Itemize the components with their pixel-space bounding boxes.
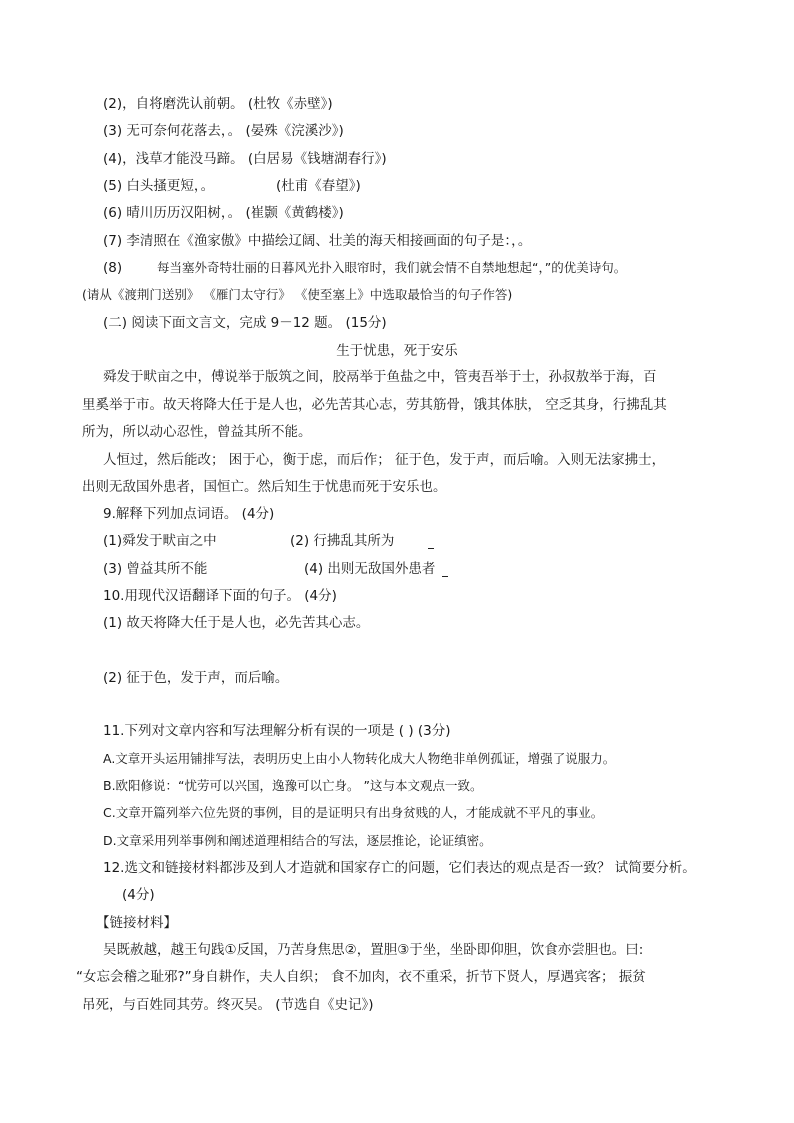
question-9-item-4: (4) 出则无敌国外患者 [304, 561, 436, 577]
fill-item-5: (5) 白头搔更短，。 [103, 178, 215, 194]
question-11-option-a[interactable]: A.文章开头运用铺排写法，表明历史上由小人物转化成大人物绝非单例孤证，增强了说服力。 [103, 751, 616, 766]
link-material-line-3: 吊死，与百姓同其劳。终灭吴。 (节选自《史记》) [82, 997, 374, 1013]
link-material-title: 【链接材料】 [96, 915, 177, 931]
question-10-item-2: (2) 征于色，发于声，而后喻。 [103, 670, 289, 686]
fill-item-6: (6) 晴川历历汉阳树，。 (崔颢《黄鹤楼》) [103, 205, 344, 221]
question-9-item-1: (1)舜发于畎亩之中 [103, 533, 217, 549]
question-9-item-3: (3) 曾益其所不能 [103, 561, 208, 577]
fill-item-4: (4)，浅草才能没马蹄。 (白居易《钱塘湖春行》) [103, 151, 387, 167]
passage-p1-line-2: 里奚举于市。故天将降大任于是人也，必先苦其心志，劳其筋骨，饿其体肤， 空乏其身，行拂乱其 [82, 397, 667, 413]
answer-blank[interactable] [442, 564, 448, 577]
fill-item-8: 每当塞外奇特壮丽的日暮风光扑入眼帘时，我们就会情不自禁地想起“，”的优美诗句。 [157, 260, 627, 275]
passage-title: 生于忧患，死于安乐 [336, 343, 458, 359]
fill-item-3: (3) 无可奈何花落去，。 (晏殊《浣溪沙》) [103, 123, 344, 139]
passage-p2-line-2: 出则无敌国外患者，国恒亡。然后知生于忧患而死于安乐也。 [82, 479, 447, 495]
passage-p2-line-1: 人恒过，然后能改； 困于心，衡于虑，而后作； 征于色，发于声，而后喻。入则无法家拂士， [103, 452, 666, 468]
fill-item-7: (7) 李清照在《渔家傲》中描绘辽阔、壮美的海天相接画面的句子是：，。 [103, 233, 532, 249]
question-12-score: (4分) [122, 887, 155, 903]
question-9-stem: 9.解释下列加点词语。 (4分) [103, 506, 275, 522]
question-11-stem: 11.下列对文章内容和写法理解分析有误的一项是 ( ) (3分) [103, 723, 451, 739]
question-9-item-2: (2) 行拂乱其所为 [290, 533, 395, 549]
fill-item-5-source: (杜甫《春望》) [276, 178, 361, 194]
question-11-option-b[interactable]: B.欧阳修说：“忧劳可以兴国，逸豫可以亡身。 ”这与本文观点一致。 [103, 778, 483, 793]
question-11-option-d[interactable]: D.文章采用列举事例和阐述道理相结合的写法，逐层推论，论证缜密。 [103, 833, 492, 848]
passage-p1-line-1: 舜发于畎亩之中，傅说举于版筑之间，胶鬲举于鱼盐之中，管夷吾举于士，孙叔敖举于海，百 [103, 369, 657, 385]
question-10-stem: 10.用现代汉语翻译下面的句子。 (4分) [103, 588, 337, 604]
link-material-line-2: “女忘会稽之耻邪?”身自耕作，夫人自织； 食不加肉，衣不重采，折节下贤人，厚遇宾客； 振贫 [76, 969, 646, 985]
question-10-item-1: (1) 故天将降大任于是人也，必先苦其心志。 [103, 615, 370, 631]
link-material-line-1: 吴既赦越，越王句践①反国，乃苦身焦思②，置胆③于坐，坐卧即仰胆，饮食亦尝胆也。曰: [103, 942, 644, 958]
question-11-option-c[interactable]: C.文章开篇列举六位先贤的事例，目的是证明只有出身贫贱的人，才能成就不平凡的事业。 [103, 805, 604, 820]
fill-item-8-note: (请从《渡荆门送别》 《雁门太守行》 《使至塞上》中选取最恰当的句子作答) [82, 287, 513, 302]
question-12-stem: 12.选文和链接材料都涉及到人才造就和国家存亡的问题，它们表达的观点是否一致？ 试简要分析。 [103, 860, 696, 876]
passage-p1-line-3: 所为，所以动心忍性，曾益其所不能。 [82, 424, 312, 440]
fill-item-8-number: (8) [103, 260, 123, 276]
fill-item-2: (2)，自将磨洗认前朝。 (杜牧《赤壁》) [103, 96, 333, 112]
answer-blank[interactable] [428, 536, 434, 549]
section-2-heading: (二) 阅读下面文言文，完成 9－12 题。 (15分) [103, 315, 387, 331]
